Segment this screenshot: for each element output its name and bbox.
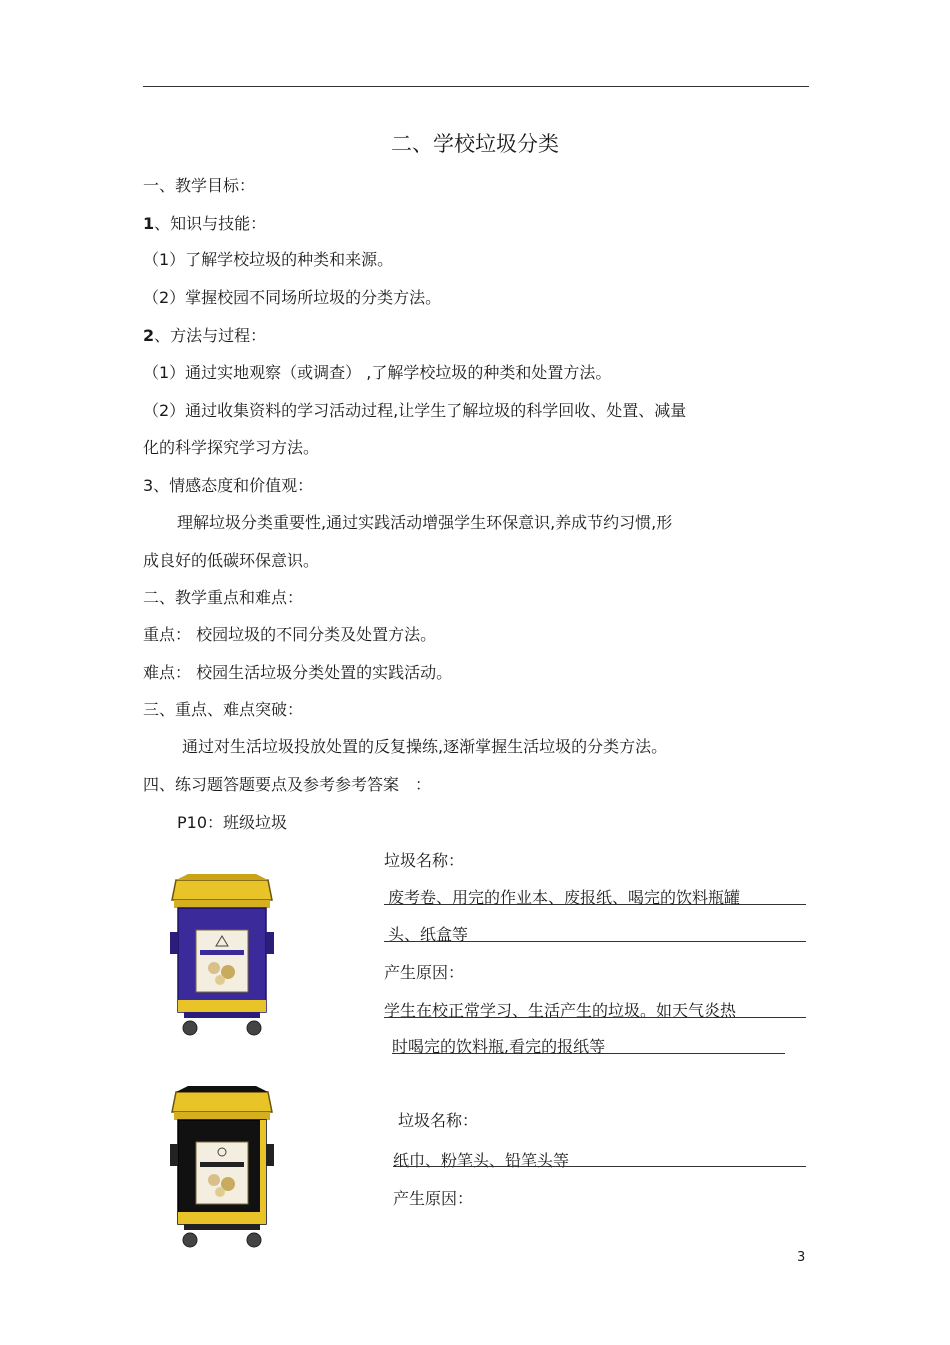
p10-label: P10：班级垃圾 [177,813,288,832]
bin1-reason-label: 产生原因： [384,963,465,982]
bin1-reason-a: 学生在校正常学习、生活产生的垃圾。如天气炎热 [384,1001,737,1020]
difficult-point: 难点： 校园生活垃圾分类处置的实践活动。 [143,663,453,682]
bin2-name-label: 垃圾名称： [398,1111,479,1130]
bin2-underline-1 [393,1166,806,1167]
item3-a: 理解垃圾分类重要性,通过实践活动增强学生环保意识,养成节约习惯,形 [177,513,673,532]
item2-2a: （2）通过收集资料的学习活动过程,让学生了解垃圾的科学回收、处置、减量 [143,401,687,420]
bin1-name-a: 废考卷、用完的作业本、废报纸、喝完的饮料瓶罐 [388,888,741,907]
key-heading: 二、教学重点和难点： [143,588,304,607]
item1-heading [143,213,266,235]
breakthrough-heading: 三、重点、难点突破： [143,700,304,719]
item2-2b: 化的科学探究学习方法。 [143,438,320,457]
objectives-heading: 一、教学目标： [143,176,256,195]
item1-2: （2）掌握校园不同场所垃圾的分类方法。 [143,288,442,307]
page-number: 3 [797,1250,806,1265]
bin1-underline-4 [392,1053,785,1054]
item2-text: 、方法与过程： [154,326,267,345]
item2-1: （1）通过实地观察（或调查） ,了解学校垃圾的种类和处置方法。 [143,363,612,382]
bin1-underline-3 [384,1017,806,1018]
item2-number: 2 [143,326,155,345]
header-rule [143,86,809,87]
item1-text: 、知识与技能： [154,214,267,233]
bin2-reason-label: 产生原因： [393,1189,474,1208]
bin1-reason-b: 时喝完的饮料瓶,看完的报纸等 [392,1037,606,1056]
item1-number: 1 [143,214,155,233]
item1-1: （1）了解学校垃圾的种类和来源。 [143,250,394,269]
page-title: 二、学校垃圾分类 [391,132,559,156]
recyclable-bin-image [168,872,276,1038]
exercise-heading: 四、练习题答题要点及参考参考答案 ： [143,775,432,794]
breakthrough-text: 通过对生活垃圾投放处置的反复操练,逐渐掌握生活垃圾的分类方法。 [182,737,668,756]
bin1-name-label: 垃圾名称： [384,851,465,870]
bin2-name-a: 纸巾、粉笔头、铅笔头等 [393,1151,570,1170]
item3-b: 成良好的低碳环保意识。 [143,551,320,570]
bin1-underline-2 [384,941,806,942]
other-waste-bin-image [168,1084,276,1250]
item2-heading [143,325,266,347]
key-point: 重点： 校园垃圾的不同分类及处置方法。 [143,625,437,644]
bin1-name-b: 头、纸盒等 [388,925,469,944]
bin1-underline-1 [384,904,806,905]
item3-heading: 3、情感态度和价值观： [143,476,314,495]
